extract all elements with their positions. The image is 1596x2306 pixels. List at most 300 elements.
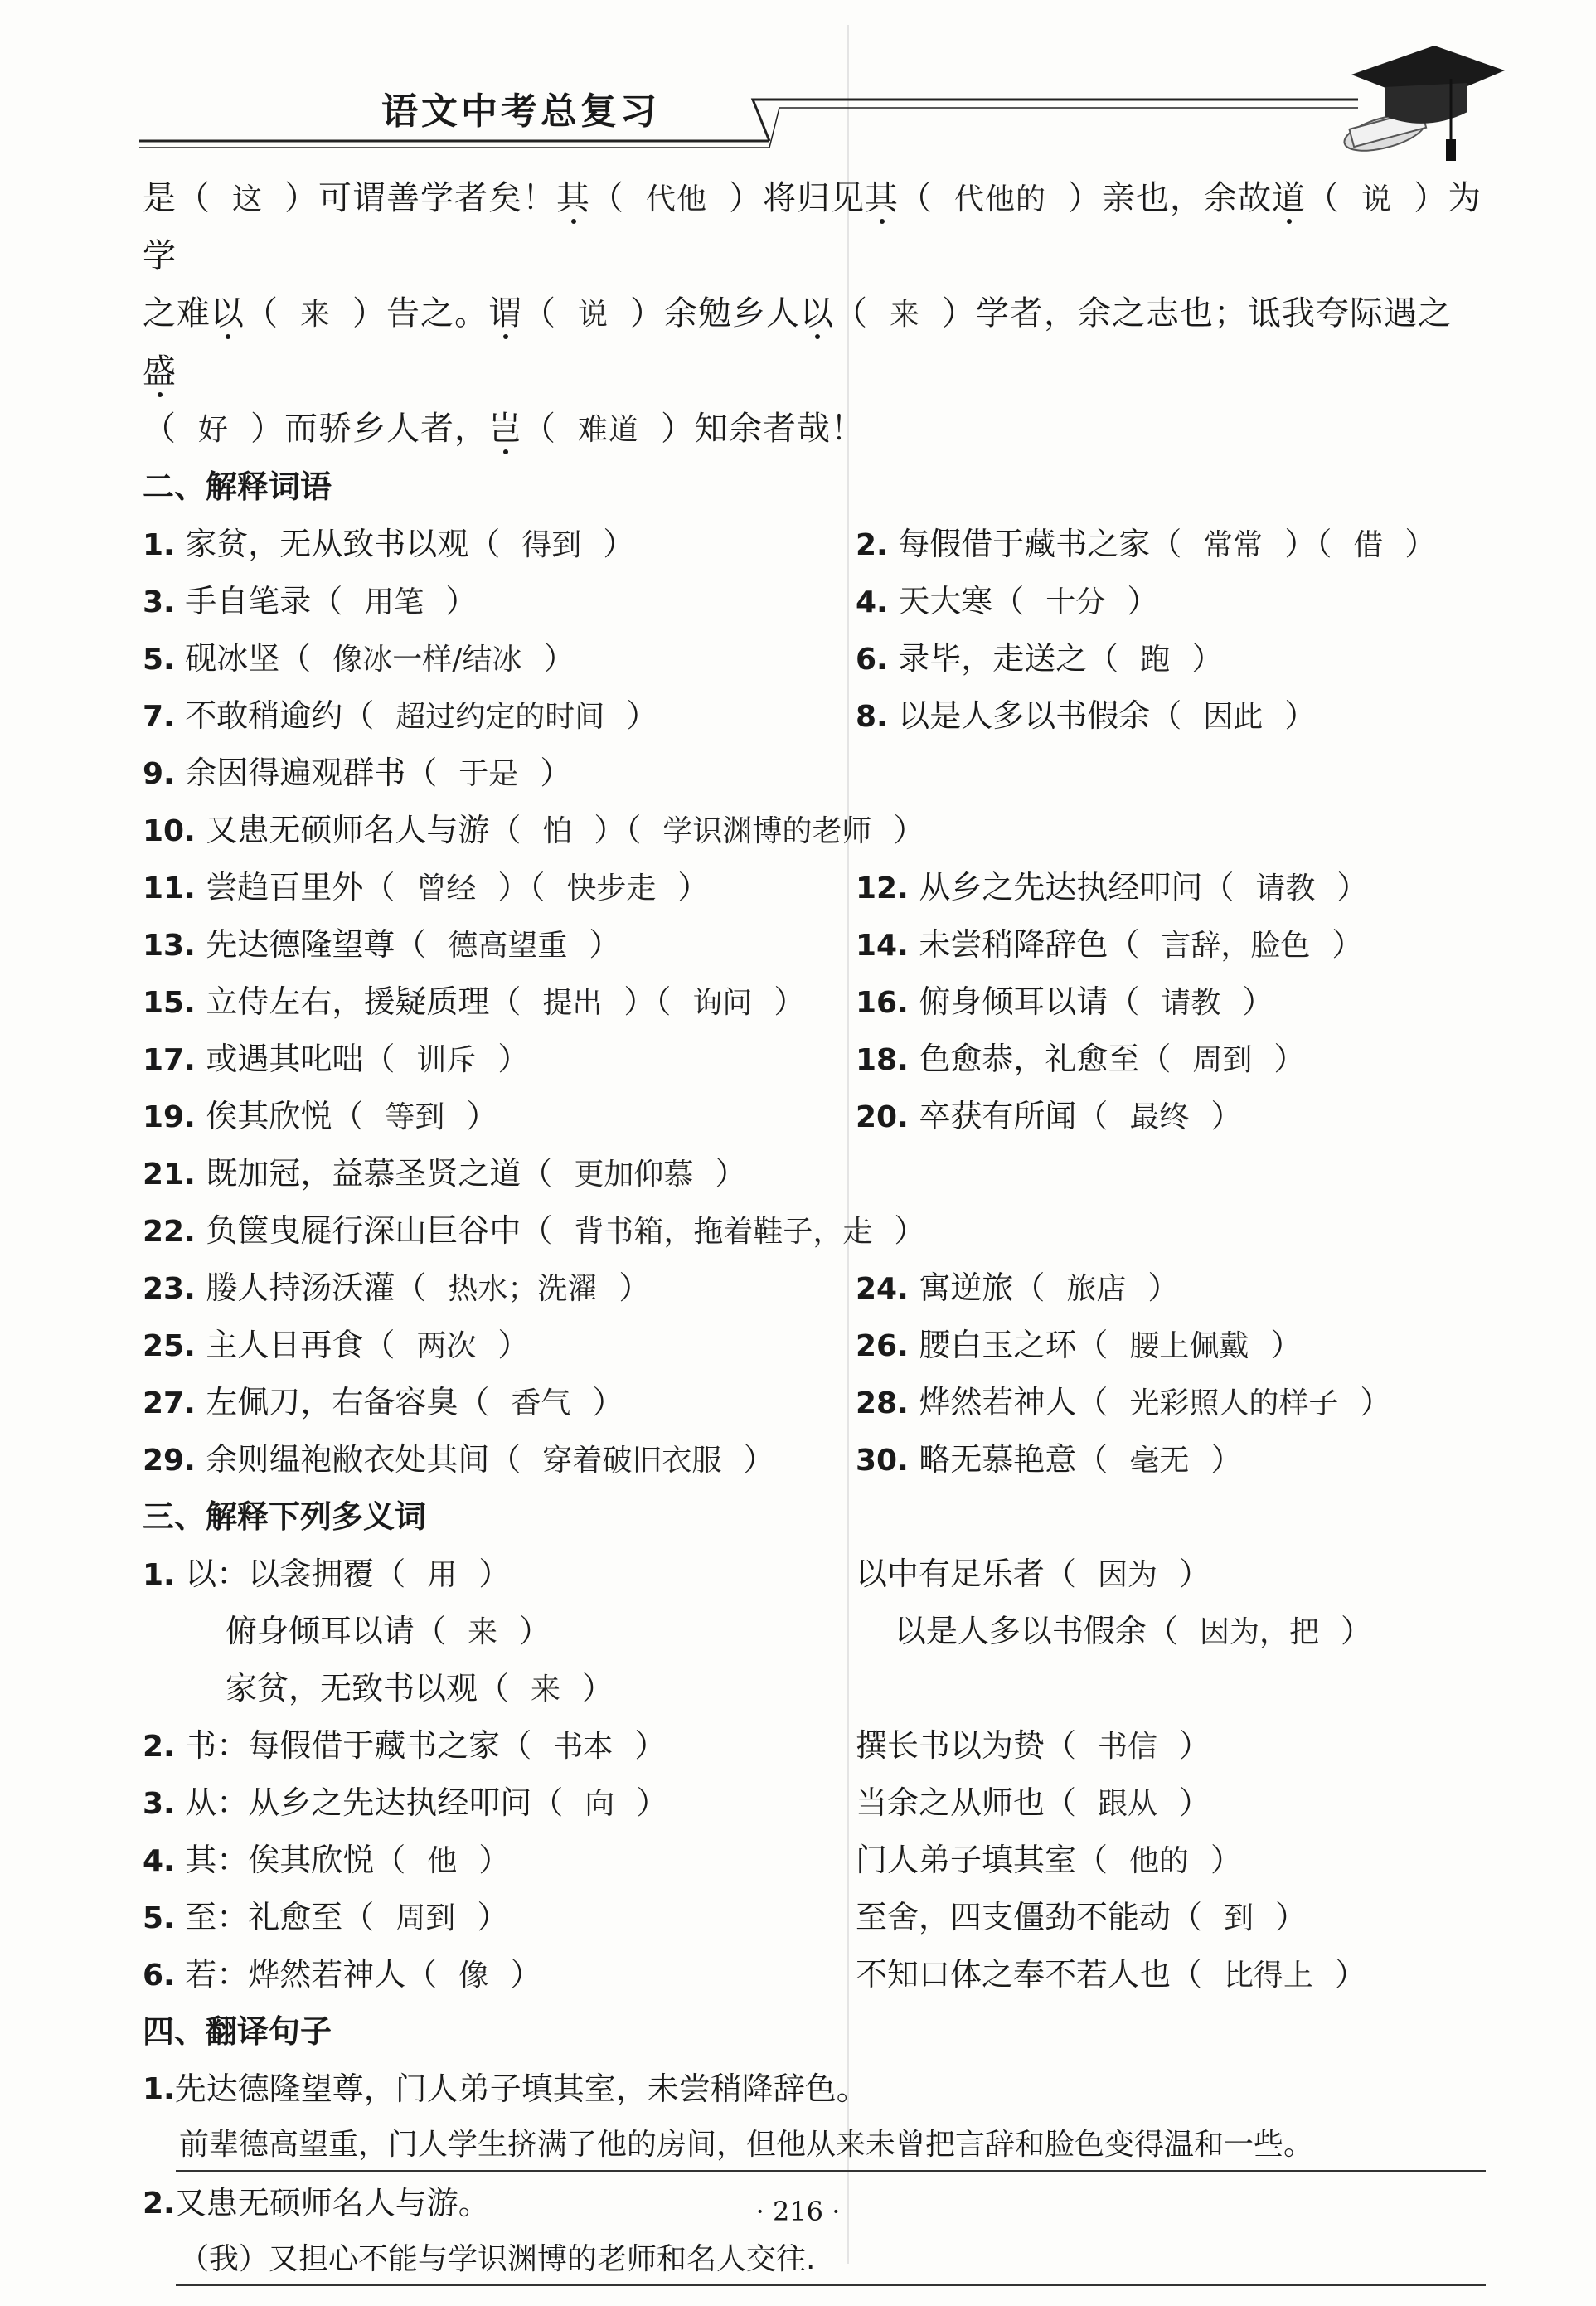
answer-text: 用笔 [364,585,424,619]
paren-open: （ [1045,1556,1077,1592]
answer-text: 更加仰慕 [574,1158,694,1192]
question-row [143,1145,1486,1202]
paren-close: ） [1335,1956,1367,1993]
question-text: 负箧曳屣行深山巨谷中 [206,1212,521,1249]
answer-text: 怕 [542,814,573,848]
paren-open: （ [279,640,312,677]
answer-text: 于是 [458,757,519,791]
question-number: 13. [143,929,206,963]
answer-text: 背书箱，拖着鞋子，走 [574,1215,873,1249]
emphasized-char: 盛 [143,352,177,391]
translation-question [143,2061,1486,2118]
paren-open: （ [374,1842,406,1878]
paren-open: （ [1076,1384,1108,1420]
question-text: 以是人多以书假余 [894,1613,1147,1649]
answer-text: 快步走 [566,871,657,905]
paren-open: （ [489,983,521,1020]
question-text: 不敢稍逾约 [185,697,343,734]
question-number: 3. [143,585,186,619]
answer-text: 跑 [1140,643,1171,677]
answer-text: 周到 [395,1901,456,1935]
question-row [143,916,1486,973]
section-title-3: 三、解释下列多义词 [143,1498,427,1535]
paren-open: （ [1087,640,1119,677]
question-text: 先达德隆望尊 [206,926,395,963]
answer-text: 两次 [416,1329,477,1363]
answer-text: 曾经 [416,871,477,905]
question-number: 30. [856,1444,919,1478]
intro-passage [143,170,1486,459]
question-text: 媵人持汤沃灌 [206,1270,395,1306]
answer-text: 前辈德高望重，门人学生挤满了他的房间，但他从来未曾把言辞和脸色变得温和一些。 [179,2128,1314,2162]
question-number: 3. [143,1787,186,1821]
header-title: 语文中考总复习 [381,90,660,133]
question-number: 4. [143,1844,186,1878]
question-row [143,1660,1486,1717]
content [143,170,1486,2289]
paren-open: （ [311,583,343,619]
question-text: 砚冰坚 [185,640,280,677]
answer-text: 等到 [385,1100,445,1134]
question-item [143,859,856,916]
question-number: 25. [143,1329,206,1363]
emphasized-char: 道 [1272,179,1307,217]
answer-text: （我）又担心不能与学识渊博的老师和名人交往. [179,2242,816,2276]
passage-text: （ [834,294,869,333]
question-text: 俟其欣悦 [206,1098,332,1134]
question-item [856,1889,1486,1946]
passage-text: ）亲也，余故 [1068,179,1273,217]
question-text: 又患无硕师名人与游 [206,812,490,848]
question-number: 2. [856,528,899,562]
paren-open: （ [1045,1727,1077,1764]
paren-open: （ [405,755,438,791]
question-number: 28. [856,1386,919,1420]
answer-text: 请教 [1161,986,1221,1020]
question-text: 既加冠，益慕圣贤之道 [206,1155,521,1192]
paren-close: ） [594,812,626,848]
paren-close: ） [1210,1842,1243,1878]
paren-open: （ [1150,697,1182,734]
passage-text: ）将归见 [729,179,866,217]
header-rule [139,83,1516,174]
emphasized-char: 谓 [488,294,523,333]
answer-text: 腰上佩戴 [1129,1329,1249,1363]
paren-close: ） [478,1556,511,1592]
question-item [143,1832,856,1889]
question-text: 烨然若神人 [919,1384,1077,1420]
question-row [143,1946,1486,2003]
question-number: 20. [856,1100,919,1134]
answer-text: 十分 [1045,585,1106,619]
paren-open: （ [500,1727,532,1764]
question-text: 不知口体之奉不若人也 [856,1956,1172,1993]
question-text: 主人日再食 [206,1327,364,1363]
question-item [143,1889,856,1946]
paren-open: （ [342,697,375,734]
paren-open: （ [468,526,501,562]
paren-close: ） [894,1212,926,1249]
question-row [143,516,1486,573]
question-text: 从：从乡之先达执经叩问 [185,1784,532,1821]
paren-close: ） [1284,526,1317,562]
question-text: 或遇其叱咄 [206,1041,364,1077]
answer-text: 热水；洗濯 [448,1272,598,1306]
paren-close: ） [1360,1384,1392,1420]
question-number: 6. [143,1959,186,1993]
question-text: 腰白玉之环 [919,1327,1077,1363]
question-item [143,1603,895,1660]
paren-close: ） [478,1842,511,1878]
passage-text: （ [522,294,557,333]
question-item [856,1431,1486,1488]
question-row [143,1546,1486,1603]
paren-close: ） [603,526,635,562]
paren-close: ） [1332,926,1364,963]
paren-close: ） [623,983,656,1020]
question-item [143,1202,926,1260]
answer-text: 常常 [1203,528,1264,562]
paren-open: （ [1108,926,1140,963]
question-item [143,1717,856,1774]
paren-close: ） [1147,1270,1180,1306]
question-item [856,973,1486,1031]
question-number: 16. [856,986,919,1020]
paren-open: （ [1202,869,1235,905]
paren-close: ） [445,583,478,619]
passage-text: （ [1306,179,1341,217]
question-row [143,973,1486,1031]
question-item [895,1603,1486,1660]
passage-line [143,401,1486,459]
graduation-cap-icon [1327,33,1509,166]
question-text: 先达德隆望尊，门人弟子填其室，未尝稍降辞色。 [174,2071,868,2107]
answer-text: 代他 [646,182,708,216]
answer-text: 请教 [1255,871,1316,905]
paren-close: ） [1210,1098,1243,1134]
question-row [143,687,1486,745]
question-text: 从乡之先达执经叩问 [919,869,1203,905]
question-row [143,1374,1486,1431]
passage-text: ）学者，余之志也；诋我夸际遇之 [942,294,1453,333]
answer-text: 因为，把 [1199,1615,1319,1649]
passage-text: 之难 [143,294,211,333]
question-item [856,1031,1486,1088]
answer-text: 提出 [542,986,603,1020]
paren-close: ） [1275,1899,1307,1935]
question-row [143,1260,1486,1317]
paren-open: （ [1108,983,1140,1020]
paren-open: （ [521,1155,553,1192]
paren-open: （ [1076,1098,1108,1134]
passage-line [143,170,1486,285]
question-row [143,859,1486,916]
section-4-list [143,2061,1486,2289]
question-item [856,687,1486,745]
answer-text: 最终 [1129,1100,1190,1134]
paren-close: ） [1273,1041,1306,1077]
question-row [143,1774,1486,1832]
paren-open: （ [405,1956,438,1993]
question-text: 每假借于藏书之家 [898,526,1151,562]
answer-text: 因此 [1203,700,1264,734]
paren-close: ） [1210,1441,1243,1478]
paren-open: （ [1045,1784,1077,1821]
passage-text: ）而骄乡人者， [250,410,489,448]
question-item [856,630,1486,687]
question-item [143,573,856,630]
emphasized-char: 以 [211,294,245,333]
passage-text: （ [522,410,557,448]
paren-close: ） [1340,1613,1372,1649]
question-item [143,1317,856,1374]
answer-text: 德高望重 [448,929,568,963]
question-row [143,1317,1486,1374]
answer-text: 得到 [521,528,582,562]
answer-text: 到 [1224,1901,1254,1935]
question-row [143,1088,1486,1145]
question-number: 1. [143,1558,186,1592]
section-3-list [143,1546,1486,2003]
question-item [856,1317,1486,1374]
paren-close: ） [519,1613,551,1649]
paren-open: （ [395,926,427,963]
question-number: 1. [143,2072,175,2106]
emphasized-char: 岂 [488,410,523,448]
question-text: 门人弟子填其室 [856,1842,1077,1878]
question-number: 12. [856,871,919,905]
question-text: 余则缊袍敝衣处其间 [206,1441,490,1478]
paren-close: ） [510,1956,542,1993]
answer-text: 用 [427,1558,458,1592]
paren-close: ） [497,1327,530,1363]
answer-text: 比得上 [1224,1959,1314,1993]
paren-close: ） [893,812,925,848]
section-2-list [143,516,1486,1488]
question-number: 27. [143,1386,206,1420]
question-number: 24. [856,1272,919,1306]
question-number: 29. [143,1444,206,1478]
question-number: 11. [143,871,206,905]
passage-text: 是 [143,179,177,217]
paren-close: ） [592,1384,624,1420]
answer-text: 借 [1353,528,1384,562]
paren-close: ） [619,1270,651,1306]
emphasized-char: 以 [800,294,835,333]
question-item [143,1946,856,2003]
question-item [856,1260,1486,1317]
paren-open: （ [363,869,395,905]
question-text: 撰长书以为贽 [856,1727,1045,1764]
question-text: 以是人多以书假余 [898,697,1151,734]
question-number: 22. [143,1215,206,1249]
paren-open: （ [1076,1441,1108,1478]
question-item [856,1946,1486,2003]
question-text: 书：每假借于藏书之家 [185,1727,501,1764]
paren-open: （ [1316,526,1332,562]
paren-close: ） [582,1670,614,1706]
paren-open: （ [1150,526,1182,562]
question-text: 手自笔录 [185,583,312,619]
answer-text: 来 [300,298,332,332]
answer-text: 香气 [511,1386,571,1420]
answer-text: 询问 [692,986,753,1020]
question-row [143,1202,1486,1260]
question-text: 左佩刀，右备容臭 [206,1384,458,1420]
question-number: 23. [143,1272,206,1306]
emphasized-char: 其 [865,179,900,217]
paren-close: ） [1191,640,1224,677]
paren-close: ） [1284,697,1317,734]
paren-open: （ [342,1899,375,1935]
question-text: 至：礼愈至 [185,1899,343,1935]
paren-close: ） [1179,1556,1211,1592]
paren-close: ） [626,697,658,734]
question-row [143,1031,1486,1088]
answer-text: 穿着破旧衣服 [542,1444,722,1478]
answer-text: 言辞，脸色 [1161,929,1311,963]
translation-answer [143,2118,1486,2175]
question-number: 19. [143,1100,206,1134]
passage-text: ）可谓善学者矣！ [284,179,557,217]
question-text: 俯身倾耳以请 [226,1613,415,1649]
question-text: 立侍左右，援疑质理 [206,983,490,1020]
paren-open: （ [1076,1327,1108,1363]
question-item [143,745,856,802]
paren-close: ） [466,1098,498,1134]
paren-close: ） [497,1041,530,1077]
paren-open: （ [655,983,672,1020]
paren-close: ） [497,869,530,905]
question-text: 未尝稍降辞色 [919,926,1108,963]
answer-text: 难道 [578,413,640,447]
paren-open: （ [1171,1899,1203,1935]
answer-text: 说 [578,298,609,332]
paren-open: （ [531,1784,564,1821]
answer-text: 好 [198,413,230,447]
question-item [143,1260,856,1317]
question-text: 家贫，无从致书以观 [185,526,469,562]
paren-open: （ [1076,1842,1108,1878]
emphasized-char: 其 [556,179,591,217]
passage-text: ）为学 [143,179,1482,275]
passage-text: ）余勉乡人 [630,294,801,333]
question-item [143,1145,856,1202]
question-number: 4. [856,585,899,619]
page-number: · 216 · [755,2196,841,2227]
answer-text: 像 [458,1959,489,1993]
question-item [143,916,856,973]
paren-close: ） [540,755,572,791]
paren-open: （ [415,1613,447,1649]
question-item [856,859,1486,916]
question-item [856,1088,1486,1145]
question-number: 5. [143,1901,186,1935]
paren-open: （ [1146,1613,1178,1649]
paren-close: ） [1336,869,1369,905]
question-row [143,1431,1486,1488]
question-row [143,745,1486,802]
passage-text: （ [245,294,279,333]
paren-close: ） [543,640,575,677]
answer-text: 来 [890,298,921,332]
answer-text: 说 [1361,182,1393,216]
paren-open: （ [1013,1270,1045,1306]
paren-close: ） [1270,1327,1303,1363]
passage-text: （ [143,410,177,448]
question-number: 21. [143,1158,206,1192]
answer-text: 跟从 [1098,1787,1158,1821]
question-text: 寓逆旅 [919,1270,1014,1306]
answer-text: 代他的 [954,182,1047,216]
answer-text: 来 [531,1672,561,1706]
question-number: 15. [143,986,206,1020]
paren-close: ） [1127,583,1159,619]
passage-text: （ [899,179,934,217]
answer-text: 毫无 [1129,1444,1190,1478]
passage-text: （ [590,179,625,217]
question-number: 6. [856,643,899,677]
question-text: 以：以衾拥覆 [185,1556,375,1592]
question-number: 7. [143,700,186,734]
question-item [856,1374,1486,1431]
answer-text: 像冰一样/结冰 [332,643,522,677]
question-number: 5. [143,643,186,677]
answer-text: 向 [585,1787,615,1821]
paren-close: ） [715,1155,747,1192]
question-text: 至舍，四支僵劲不能动 [856,1899,1172,1935]
paren-close: ） [1179,1727,1211,1764]
question-item [856,1774,1486,1832]
question-row [143,1717,1486,1774]
paren-close: ） [589,926,621,963]
question-text: 余因得遍观群书 [185,755,406,791]
answer-text: 因为 [1098,1558,1158,1592]
paren-open: （ [521,1212,553,1249]
question-item [143,1431,856,1488]
paren-close: ） [1242,983,1274,1020]
answer-text: 训斥 [416,1043,477,1077]
paren-open: （ [489,812,521,848]
question-item [856,916,1486,973]
answer-text: 旅店 [1066,1272,1127,1306]
paren-open: （ [489,1441,521,1478]
answer-text: 光彩照人的样子 [1129,1386,1339,1420]
paren-close: ） [636,1784,668,1821]
question-row [143,1832,1486,1889]
question-text: 又患无硕师名人与游。 [174,2185,490,2221]
question-item [143,687,856,745]
passage-text: ）告之。 [352,294,489,333]
paren-close: ） [1404,526,1437,562]
paren-open: （ [395,1270,427,1306]
question-number: 2. [143,1730,186,1764]
question-item [143,1374,856,1431]
answer-text: 周到 [1192,1043,1253,1077]
passage-text: ）知余者哉！ [661,410,866,448]
question-row [143,802,1486,859]
passage-line [143,285,1486,401]
translation-answer [143,2232,1486,2289]
paren-open: （ [332,1098,364,1134]
question-number: 26. [856,1329,919,1363]
question-text: 俯身倾耳以请 [919,983,1108,1020]
question-row [143,630,1486,687]
question-text: 略无慕艳意 [919,1441,1077,1478]
paren-open: （ [363,1327,395,1363]
question-number: 18. [856,1043,919,1077]
question-number: 17. [143,1043,206,1077]
